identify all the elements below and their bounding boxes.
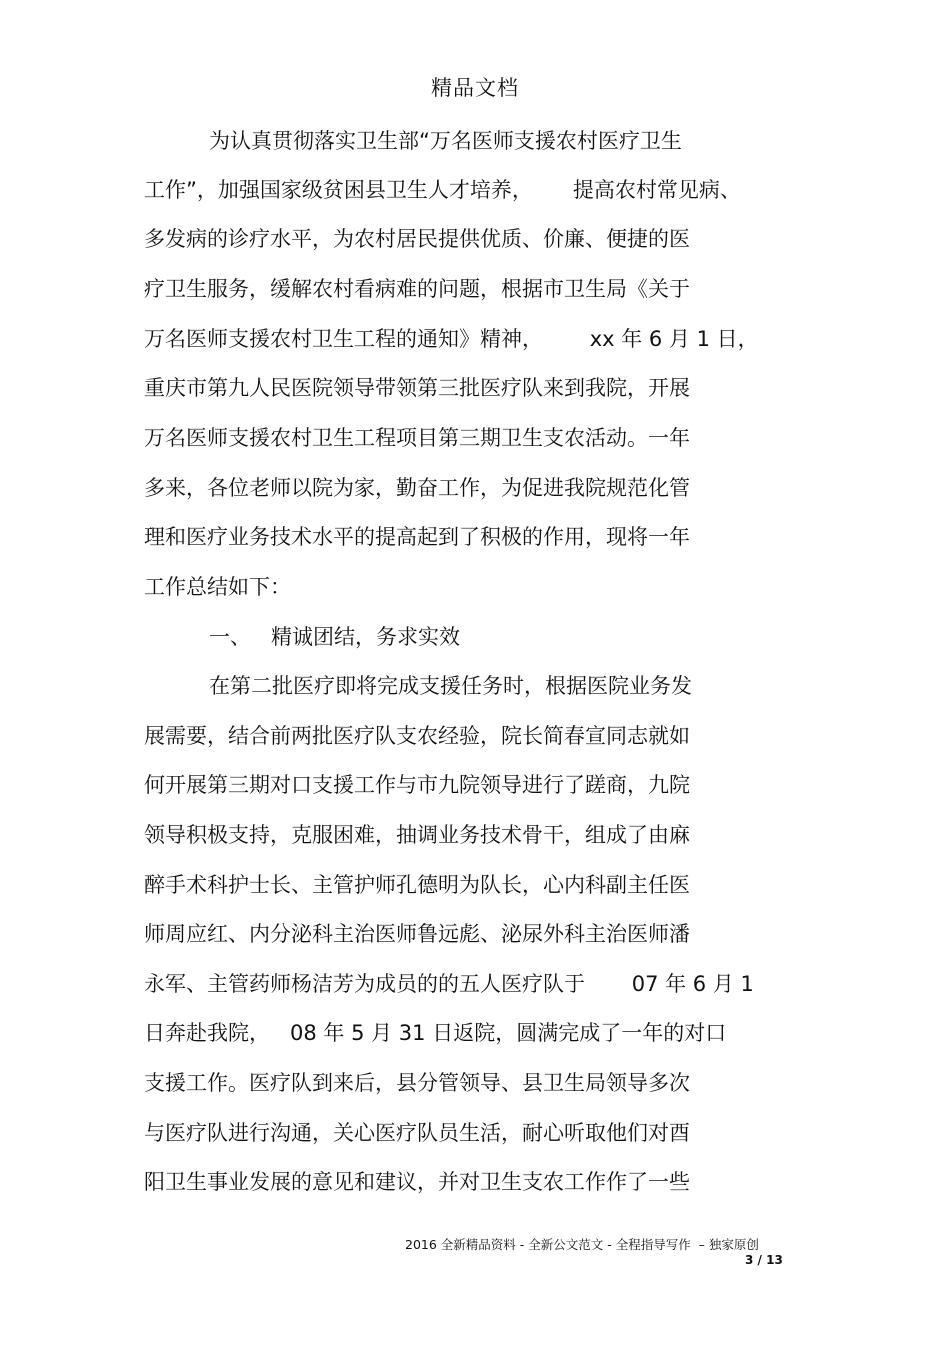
paragraph-line: 醉手术科护士长、主管护师孔德明为队长，心内科副主任医: [144, 873, 690, 897]
paragraph-line: 万名医师支援农村卫生工程的通知》精神， xx 年 6 月 1 日，: [144, 327, 759, 351]
page-header: 精品文档: [431, 76, 519, 100]
paragraph-line: 师周应红、内分泌科主治医师鲁远彪、泌尿外科主治医师潘: [144, 922, 690, 946]
paragraph-line: 多发病的诊疗水平，为农村居民提供优质、价廉、便捷的医: [144, 227, 690, 251]
paragraph-line: 日奔赴我院， 08 年 5 月 31 日返院，圆满完成了一年的对口: [144, 1021, 727, 1045]
paragraph-line: 疗卫生服务，缓解农村看病难的问题，根据市卫生局《关于: [144, 277, 690, 301]
paragraph-line: 工作总结如下：: [144, 575, 291, 599]
paragraph-line: 永军、主管药师杨洁芳为成员的的五人医疗队于 07 年 6 月 1: [144, 972, 754, 996]
paragraph-line: 多来，各位老师以院为家，勤奋工作，为促进我院规范化管: [144, 476, 690, 500]
paragraph-line: 与医疗队进行沟通，关心医疗队员生活，耐心听取他们对酉: [144, 1121, 690, 1145]
paragraph-line: 理和医疗业务技术水平的提高起到了积极的作用，现将一年: [144, 525, 690, 549]
page-number: 3 / 13: [745, 1253, 783, 1267]
paragraph-line: 阳卫生事业发展的意见和建议，并对卫生支农工作作了一些: [144, 1170, 690, 1194]
paragraph-line: 重庆市第九人民医院领导带领第三批医疗队来到我院，开展: [144, 376, 690, 400]
paragraph-line: 领导积极支持，克服困难，抽调业务技术骨干，组成了由麻: [144, 823, 690, 847]
paragraph-line: 在第二批医疗即将完成支援任务时，根据医院业务发: [209, 674, 692, 698]
paragraph-line: 万名医师支援农村卫生工程项目第三期卫生支农活动。一年: [144, 426, 690, 450]
paragraph-line: 支援工作。医疗队到来后，县分管领导、县卫生局领导多次: [144, 1071, 690, 1095]
paragraph-line: 何开展第三期对口支援工作与市九院领导进行了蹉商，九院: [144, 773, 690, 797]
section-heading: 一、 精诚团结，务求实效: [209, 625, 461, 649]
footer-text: 2016 全新精品资料 - 全新公文范文 - 全程指导写作 – 独家原创: [405, 1237, 759, 1252]
paragraph-line: 为认真贯彻落实卫生部“万名医师支援农村医疗卫生: [209, 129, 682, 153]
paragraph-line: 工作”，加强国家级贫困县卫生人才培养， 提高农村常见病、: [144, 178, 741, 202]
paragraph-line: 展需要，结合前两批医疗队支农经验，院长简春宣同志就如: [144, 724, 690, 748]
